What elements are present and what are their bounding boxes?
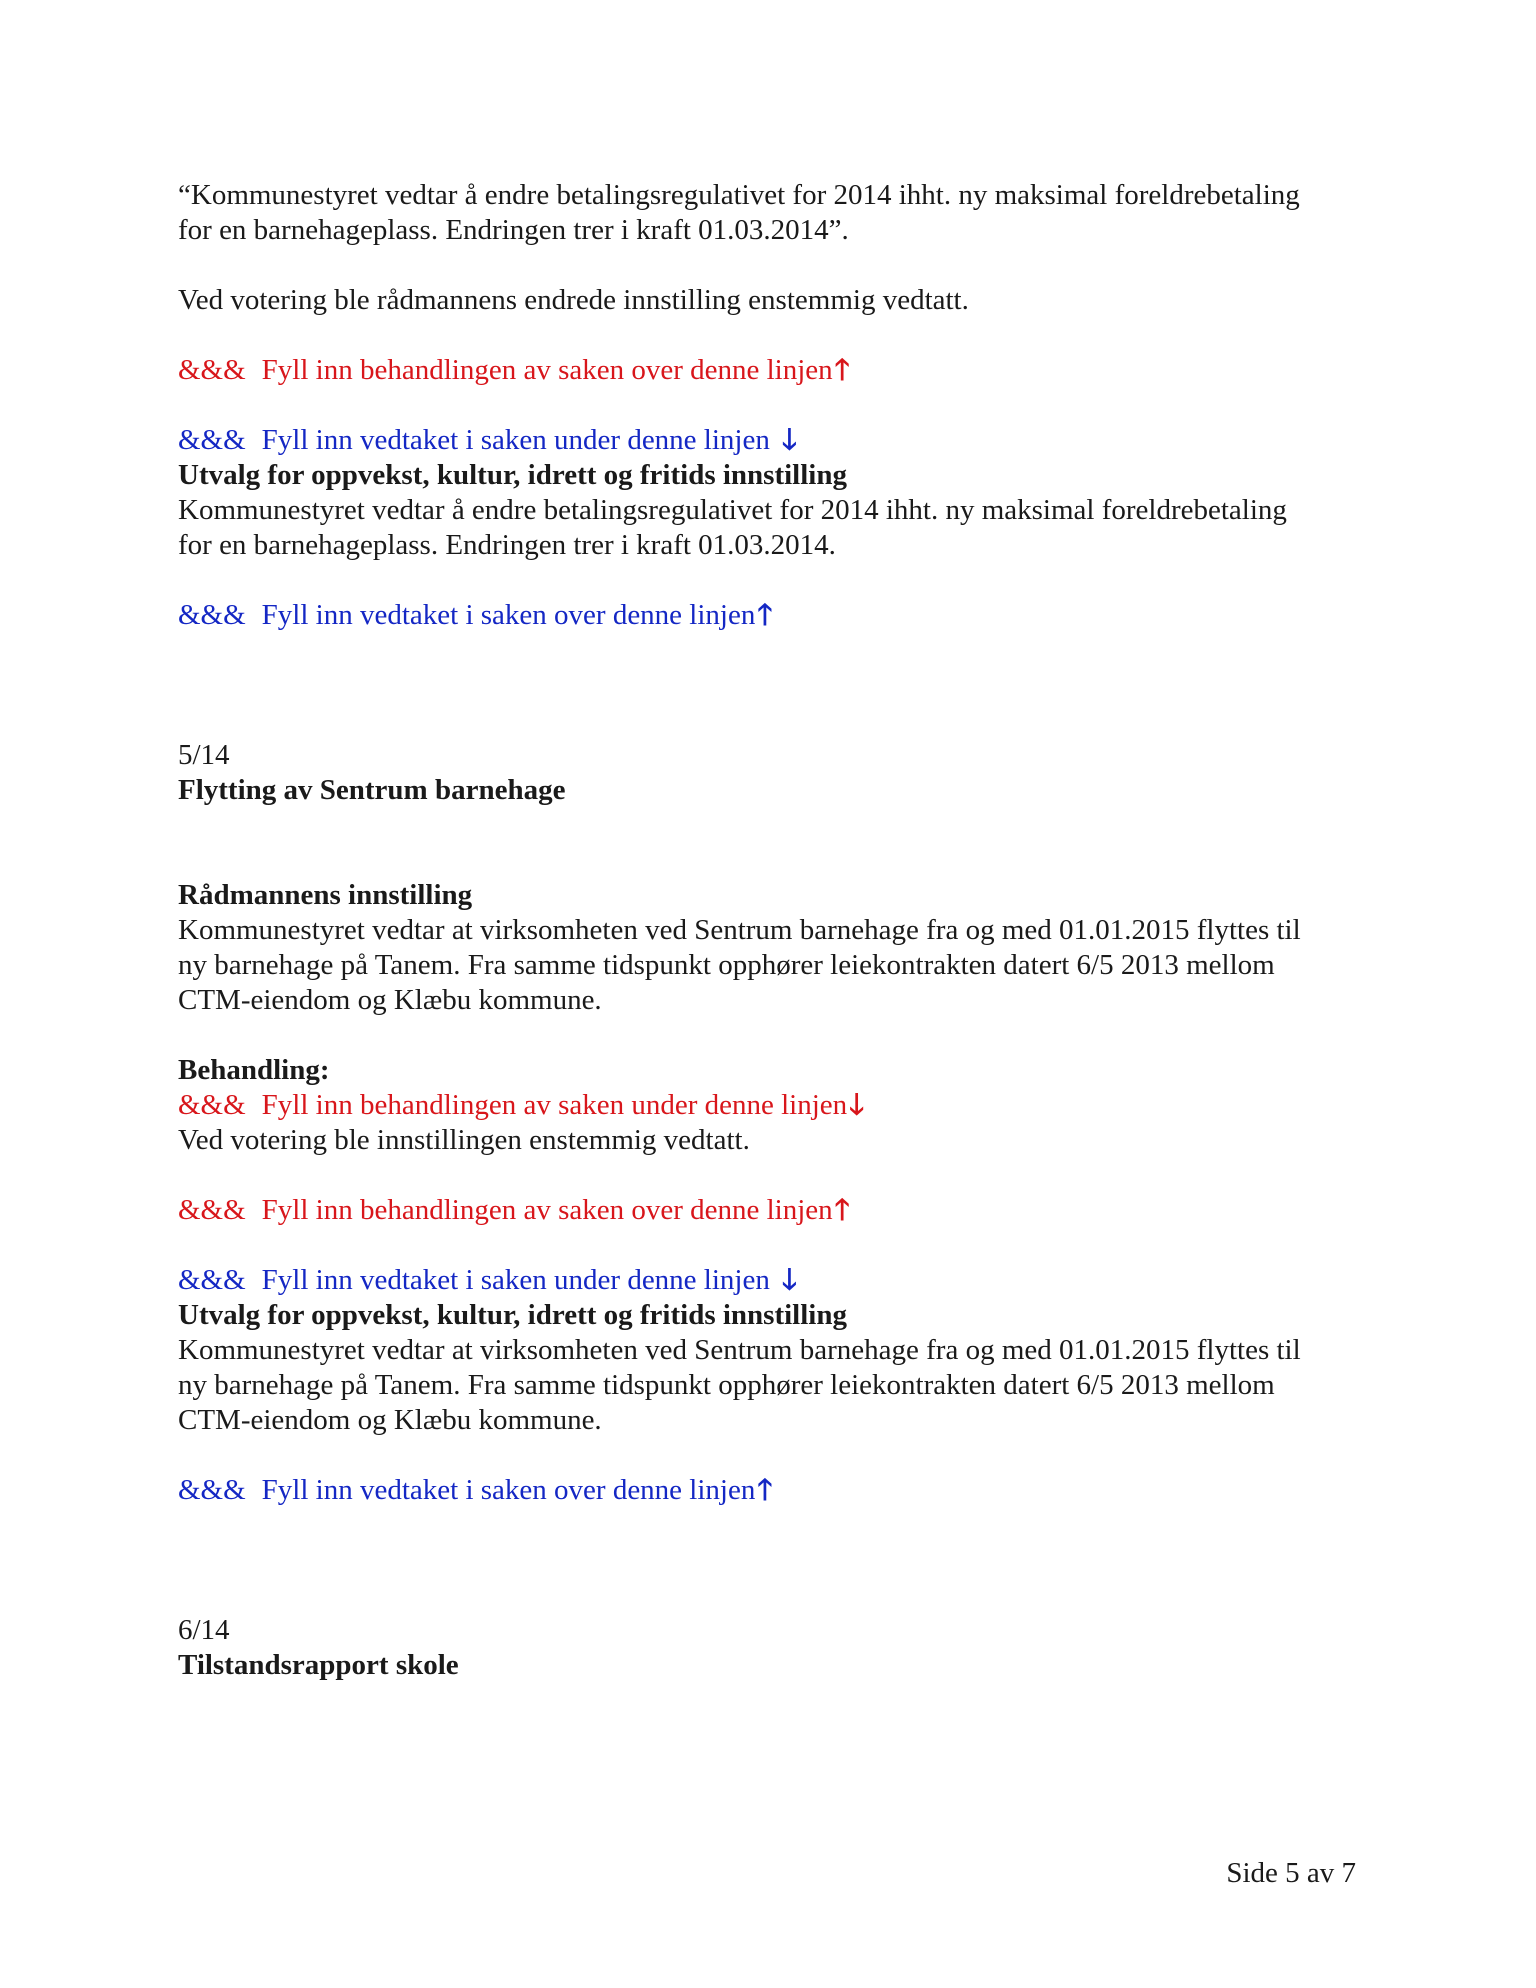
marker-decision-below <box>178 423 1378 458</box>
recommendation-line-1: Kommunestyret vedtar at virksomheten ved Sentrum barnehage fra og med 01.01.2015 flyttes til <box>178 914 1301 946</box>
committee-decision-line-2: ny barnehage på Tanem. Fra samme tidspunkt opphører leiekontrakten datert 6/5 2013 mellom <box>178 1369 1275 1401</box>
treatment-heading: Behandling: <box>178 1054 330 1086</box>
arrow-down-icon: 🡓 <box>781 1264 797 1296</box>
marker-decision-above <box>178 598 1378 633</box>
committee-decision-line-1: Kommunestyret vedtar at virksomheten ved Sentrum barnehage fra og med 01.01.2015 flyttes til <box>178 1334 1301 1366</box>
committee-decision-line-3: CTM-eiendom og Klæbu kommune. <box>178 1404 602 1436</box>
marker-decision-above <box>178 1473 1378 1508</box>
case-number: 5/14 <box>178 739 230 771</box>
vote-result: Ved votering ble rådmannens endrede innstilling enstemmig vedtatt. <box>178 284 969 316</box>
marker-prefix: &&& <box>178 1089 246 1121</box>
marker-text: Fyll inn behandlingen av saken over denne linjen <box>261 1194 833 1226</box>
marker-text: Fyll inn vedtaket i saken under denne linjen <box>261 1264 770 1296</box>
arrow-down-icon: 🡓 <box>781 424 797 456</box>
marker-text: Fyll inn behandlingen av saken over denne linjen <box>261 354 833 386</box>
case-title: Tilstandsrapport skole <box>178 1649 459 1681</box>
marker-decision-below <box>178 1263 1378 1298</box>
quoted-decision-line-1: “Kommunestyret vedtar å endre betalingsregulativet for 2014 ihht. ny maksimal foreldrebetaling <box>178 179 1300 211</box>
marker-prefix: &&& <box>178 354 246 386</box>
page-number: Side 5 av 7 <box>1226 1857 1356 1889</box>
case-number: 6/14 <box>178 1614 230 1646</box>
marker-prefix: &&& <box>178 599 246 631</box>
marker-prefix: &&& <box>178 424 246 456</box>
marker-prefix: &&& <box>178 1264 246 1296</box>
marker-text: Fyll inn behandlingen av saken under denne linjen <box>261 1089 848 1121</box>
arrow-up-icon: 🡑 <box>834 1194 850 1226</box>
marker-prefix: &&& <box>178 1474 246 1506</box>
marker-text: Fyll inn vedtaket i saken over denne linjen <box>261 599 756 631</box>
marker-treatment-below <box>178 1088 1378 1123</box>
case-title: Flytting av Sentrum barnehage <box>178 774 566 806</box>
recommendation-line-2: ny barnehage på Tanem. Fra samme tidspunkt opphører leiekontrakten datert 6/5 2013 mellom <box>178 949 1275 981</box>
arrow-up-icon: 🡑 <box>757 599 773 631</box>
arrow-up-icon: 🡑 <box>834 354 850 386</box>
marker-text: Fyll inn vedtaket i saken under denne linjen <box>261 424 770 456</box>
committee-decision-line-2: for en barnehageplass. Endringen trer i kraft 01.03.2014. <box>178 529 836 561</box>
vote-result: Ved votering ble innstillingen enstemmig vedtatt. <box>178 1124 750 1156</box>
committee-decision-line-1: Kommunestyret vedtar å endre betalingsregulativet for 2014 ihht. ny maksimal foreldrebetaling <box>178 494 1287 526</box>
recommendation-line-3: CTM-eiendom og Klæbu kommune. <box>178 984 602 1016</box>
arrow-up-icon: 🡑 <box>757 1474 773 1506</box>
page-content <box>178 178 1378 1683</box>
committee-heading: Utvalg for oppvekst, kultur, idrett og fritids innstilling <box>178 459 847 491</box>
recommendation-heading: Rådmannens innstilling <box>178 879 473 911</box>
marker-text: Fyll inn vedtaket i saken over denne linjen <box>261 1474 756 1506</box>
marker-prefix: &&& <box>178 1194 246 1226</box>
marker-treatment-above <box>178 353 1378 388</box>
committee-heading: Utvalg for oppvekst, kultur, idrett og fritids innstilling <box>178 1299 847 1331</box>
marker-treatment-above <box>178 1193 1378 1228</box>
quoted-decision-line-2: for en barnehageplass. Endringen trer i kraft 01.03.2014”. <box>178 214 849 246</box>
arrow-down-icon: 🡓 <box>849 1089 865 1121</box>
